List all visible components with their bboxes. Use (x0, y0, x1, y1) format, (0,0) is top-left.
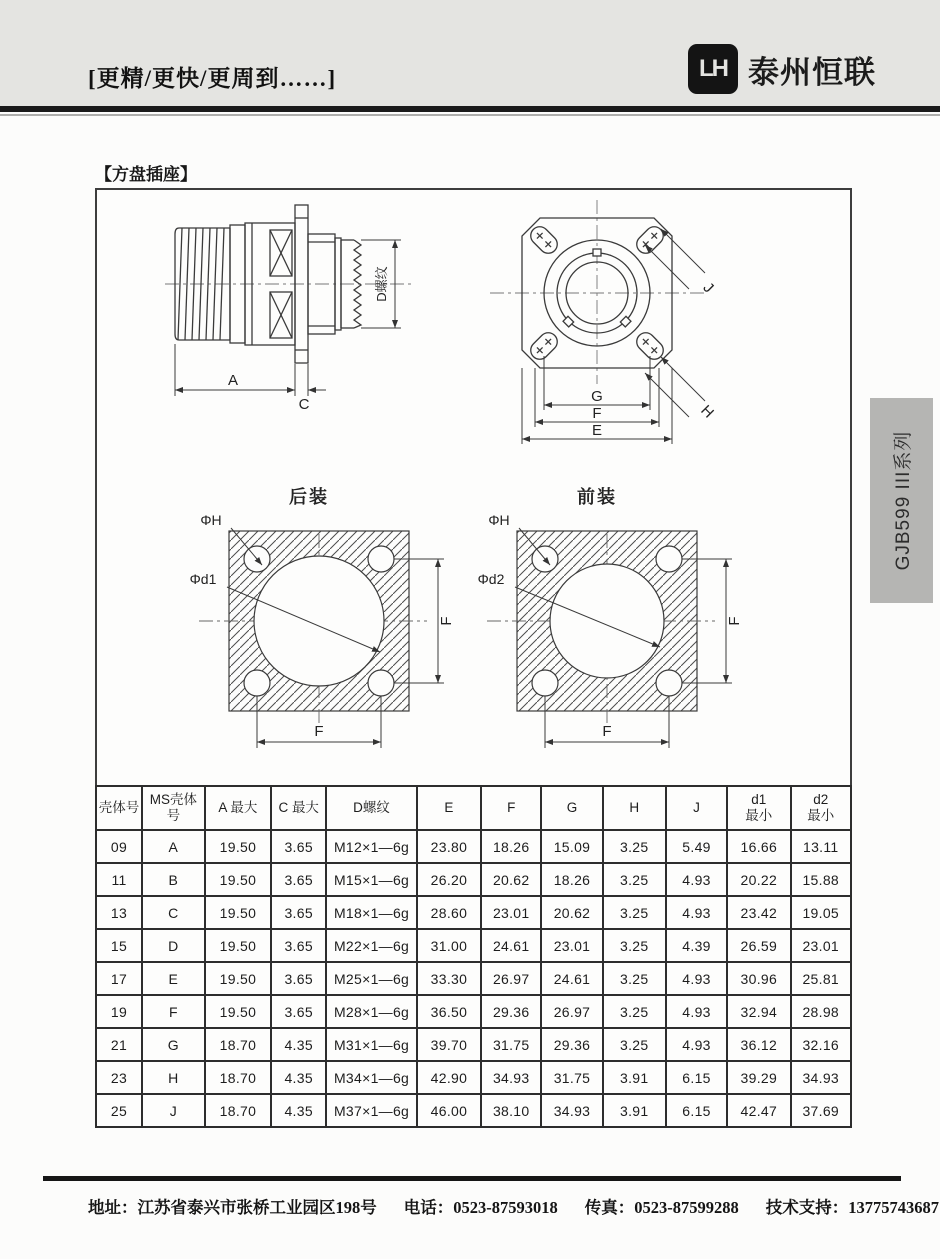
table-cell: 26.20 (417, 863, 481, 896)
dim-label-d-thread: D螺纹 (374, 266, 389, 302)
table-cell: M15×1—6g (326, 863, 417, 896)
table-cell: 42.47 (727, 1094, 790, 1127)
table-cell: 19.05 (791, 896, 852, 929)
table-cell: 4.93 (666, 863, 727, 896)
table-cell: 4.35 (271, 1061, 326, 1094)
brand-name: 泰州恒联 (748, 54, 876, 90)
col-header-label: F (507, 799, 516, 815)
table-cell: 13.11 (791, 830, 852, 863)
table-cell: 19.50 (205, 995, 271, 1028)
dim-label-f-vertical: F (726, 616, 743, 626)
table-cell: 23 (96, 1061, 142, 1094)
table-cell: 19.50 (205, 929, 271, 962)
table-cell: 4.35 (271, 1028, 326, 1061)
table-cell: 17 (96, 962, 142, 995)
table-cell: 3.25 (603, 830, 666, 863)
page-header (0, 0, 940, 106)
dim-label-f-horizontal: F (602, 723, 612, 740)
footer-address-value: 江苏省泰兴市张桥工业园区198号 (137, 1198, 377, 1217)
table-cell: G (142, 1028, 205, 1061)
table-cell: 18.70 (205, 1028, 271, 1061)
dim-label-e: E (591, 422, 603, 439)
table-cell: 31.75 (541, 1061, 602, 1094)
footer-divider (43, 1176, 901, 1181)
table-row (96, 929, 851, 962)
table-row (96, 962, 851, 995)
table-cell: E (142, 962, 205, 995)
col-header-label: G (566, 799, 578, 815)
logo-mark-icon (688, 44, 738, 94)
table-cell: 24.61 (541, 962, 602, 995)
table-cell: 3.91 (603, 1061, 666, 1094)
table-cell: 29.36 (541, 1028, 602, 1061)
col-header-shell (96, 786, 142, 830)
table-cell: C (142, 896, 205, 929)
table-row (96, 1094, 851, 1127)
col-header-sublabel: 最小 (745, 808, 773, 823)
drawing-panel (95, 188, 852, 1128)
table-cell: 19.50 (205, 896, 271, 929)
table-cell: 31.00 (417, 929, 481, 962)
table-cell: 3.65 (271, 962, 326, 995)
table-cell: 25 (96, 1094, 142, 1127)
table-cell: 39.70 (417, 1028, 481, 1061)
logo-letters: LH (699, 55, 727, 82)
table-cell: 26.97 (541, 995, 602, 1028)
col-header-d-thread (326, 786, 417, 830)
table-cell: 31.75 (481, 1028, 541, 1061)
table-cell: 19.50 (205, 863, 271, 896)
col-header-ms-shell (142, 786, 205, 830)
table-cell: 3.65 (271, 830, 326, 863)
table-cell: 36.12 (727, 1028, 790, 1061)
cutout-dia-label: Φd1 (189, 571, 217, 587)
series-tab (870, 398, 933, 603)
footer-fax-value: 0523-87599288 (634, 1198, 739, 1217)
table-cell: 32.16 (791, 1028, 852, 1061)
cutout-dia-label: Φd2 (477, 571, 505, 587)
table-cell: 23.80 (417, 830, 481, 863)
footer-address (88, 1194, 377, 1218)
table-cell: 23.42 (727, 896, 790, 929)
table-row (96, 896, 851, 929)
col-header-g (541, 786, 602, 830)
dim-label-f: F (592, 405, 602, 422)
footer-support-label: 技术支持： (765, 1198, 849, 1217)
hole-dia-label: ΦH (488, 512, 510, 528)
col-header-label: D螺纹 (353, 799, 390, 815)
company-logo (688, 44, 876, 94)
header-divider-thin (0, 114, 940, 116)
table-cell: M34×1—6g (326, 1061, 417, 1094)
table-cell: 13 (96, 896, 142, 929)
table-cell: 3.25 (603, 1028, 666, 1061)
col-header-label: 壳体号 (98, 799, 140, 815)
table-cell: 4.93 (666, 962, 727, 995)
footer-phone-label: 电话： (403, 1198, 454, 1217)
spec-table (95, 785, 852, 1128)
table-cell: 42.90 (417, 1061, 481, 1094)
col-header-d2-min (791, 786, 852, 830)
table-cell: 4.93 (666, 995, 727, 1028)
table-cell: 3.65 (271, 929, 326, 962)
table-cell: 33.30 (417, 962, 481, 995)
table-cell: 21 (96, 1028, 142, 1061)
table-cell: 23.01 (541, 929, 602, 962)
table-cell: 6.15 (666, 1094, 727, 1127)
table-cell: 4.93 (666, 1028, 727, 1061)
table-cell: 30.96 (727, 962, 790, 995)
footer-fax (585, 1194, 739, 1218)
table-cell: 3.65 (271, 863, 326, 896)
table-header-row (96, 786, 851, 830)
table-cell: 15.88 (791, 863, 852, 896)
table-row (96, 863, 851, 896)
table-cell: M28×1—6g (326, 995, 417, 1028)
col-header-sublabel: 最小 (807, 808, 835, 823)
table-row (96, 995, 851, 1028)
header-slogan: [更精/更快/更周到……] (88, 66, 337, 91)
table-cell: 15.09 (541, 830, 602, 863)
table-cell: M18×1—6g (326, 896, 417, 929)
table-cell: 20.62 (481, 863, 541, 896)
connector-side-view-drawing (165, 204, 475, 416)
table-cell: M31×1—6g (326, 1028, 417, 1061)
table-cell: 20.62 (541, 896, 602, 929)
footer-support (766, 1194, 939, 1218)
table-cell: 36.50 (417, 995, 481, 1028)
col-header-e (417, 786, 481, 830)
page-footer (88, 1194, 939, 1218)
table-cell: 3.25 (603, 896, 666, 929)
table-cell: 3.25 (603, 962, 666, 995)
table-cell: 37.69 (791, 1094, 852, 1127)
flange-front-view-drawing (462, 198, 792, 463)
table-cell: 28.98 (791, 995, 852, 1028)
table-cell: 34.93 (541, 1094, 602, 1127)
table-cell: 23.01 (481, 896, 541, 929)
spec-table-body (96, 830, 851, 1127)
table-cell: B (142, 863, 205, 896)
table-cell: 24.61 (481, 929, 541, 962)
col-header-j (666, 786, 727, 830)
table-cell: 18.70 (205, 1061, 271, 1094)
table-cell: 6.15 (666, 1061, 727, 1094)
series-tab-label: GJB599 III系列 (893, 430, 914, 571)
col-header-label: C 最大 (278, 799, 319, 815)
table-cell: M12×1—6g (326, 830, 417, 863)
table-cell: 26.97 (481, 962, 541, 995)
table-cell: 18.70 (205, 1094, 271, 1127)
col-header-h (603, 786, 666, 830)
table-cell: 3.25 (603, 929, 666, 962)
col-header-label: J (693, 799, 700, 815)
table-cell: 20.22 (727, 863, 790, 896)
col-header-label: MS壳体号 (149, 791, 197, 823)
table-cell: 09 (96, 830, 142, 863)
hole-dia-label: ΦH (200, 512, 222, 528)
header-divider (0, 106, 940, 112)
table-cell: 46.00 (417, 1094, 481, 1127)
table-row (96, 1061, 851, 1094)
table-cell: 11 (96, 863, 142, 896)
table-cell: 3.65 (271, 995, 326, 1028)
table-cell: M22×1—6g (326, 929, 417, 962)
col-header-label: A 最大 (218, 799, 258, 815)
table-cell: 28.60 (417, 896, 481, 929)
col-header-c-max (271, 786, 326, 830)
dim-label-c: C (298, 396, 310, 413)
col-header-a-max (205, 786, 271, 830)
table-cell: A (142, 830, 205, 863)
table-cell: 26.59 (727, 929, 790, 962)
table-cell: 3.25 (603, 863, 666, 896)
rear-mount-title: 后装 (289, 487, 329, 507)
table-cell: M37×1—6g (326, 1094, 417, 1127)
front-mount-cutout-diagram (447, 486, 767, 761)
rear-mount-cutout-diagram (159, 486, 479, 761)
table-cell: 19 (96, 995, 142, 1028)
dim-label-a: A (227, 372, 239, 389)
table-cell: 3.25 (603, 995, 666, 1028)
table-row (96, 1028, 851, 1061)
table-cell: 3.65 (271, 896, 326, 929)
table-cell: 19.50 (205, 962, 271, 995)
table-cell: 4.93 (666, 896, 727, 929)
table-cell: 32.94 (727, 995, 790, 1028)
table-cell: 39.29 (727, 1061, 790, 1094)
footer-fax-label: 传真： (584, 1198, 635, 1217)
dim-label-j: J (699, 279, 717, 297)
table-cell: 16.66 (727, 830, 790, 863)
footer-phone (404, 1194, 558, 1218)
table-cell: 38.10 (481, 1094, 541, 1127)
col-header-label: d2 (813, 791, 829, 807)
dim-label-f-horizontal: F (314, 723, 324, 740)
table-cell: 23.01 (791, 929, 852, 962)
col-header-label: d1 (751, 791, 767, 807)
table-cell: M25×1—6g (326, 962, 417, 995)
table-cell: H (142, 1061, 205, 1094)
table-cell: F (142, 995, 205, 1028)
table-cell: 25.81 (791, 962, 852, 995)
table-cell: 3.91 (603, 1094, 666, 1127)
table-cell: 29.36 (481, 995, 541, 1028)
col-header-f (481, 786, 541, 830)
table-cell: 4.39 (666, 929, 727, 962)
table-row (96, 830, 851, 863)
table-cell: 4.35 (271, 1094, 326, 1127)
table-cell: 18.26 (481, 830, 541, 863)
table-cell: 5.49 (666, 830, 727, 863)
section-title: 【方盘插座】 (95, 165, 197, 184)
table-cell: 34.93 (791, 1061, 852, 1094)
dim-label-h: H (697, 401, 718, 422)
dim-label-g: G (591, 388, 603, 405)
table-cell: J (142, 1094, 205, 1127)
table-cell: 19.50 (205, 830, 271, 863)
table-cell: 18.26 (541, 863, 602, 896)
table-cell: D (142, 929, 205, 962)
footer-phone-value: 0523-87593018 (453, 1198, 558, 1217)
dim-label-f-vertical: F (438, 616, 455, 626)
table-cell: 15 (96, 929, 142, 962)
footer-support-value: 13775743687 (848, 1198, 939, 1217)
table-cell: 34.93 (481, 1061, 541, 1094)
footer-address-label: 地址： (88, 1198, 138, 1217)
col-header-label: H (629, 799, 640, 815)
col-header-label: E (444, 799, 454, 815)
front-mount-title: 前装 (577, 487, 617, 507)
col-header-d1-min (727, 786, 790, 830)
